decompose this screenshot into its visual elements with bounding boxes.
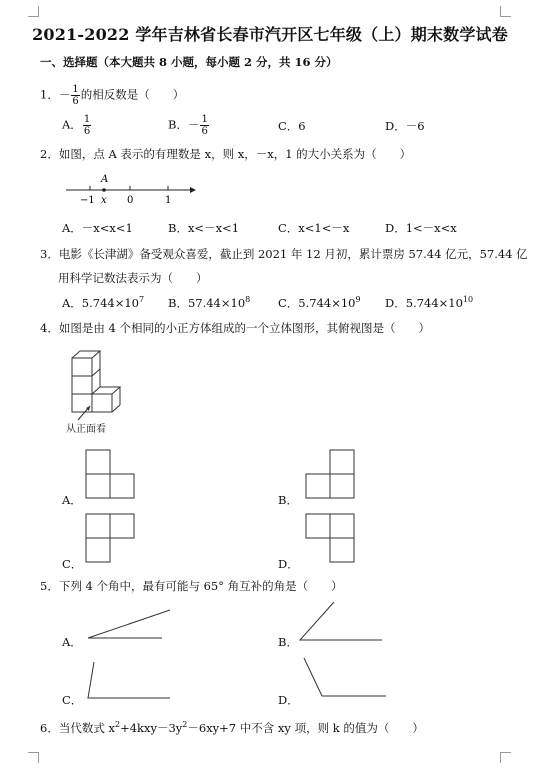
tick-label-x: x [101,195,107,206]
section-heading: 一、选择题（本大题共 8 小题，每小题 2 分，共 16 分） [40,55,338,69]
q2-option-b: B．x<－x<1 [168,221,240,235]
corner-mark-top-right [500,6,511,17]
q4-option-b-figure [304,448,356,500]
q4-option-c-label: C． [62,557,83,571]
question-4: 4．如图是由 4 个相同的小正方体组成的一个立体图形，其俯视图是（ ） [40,321,430,335]
q1-minus: － [58,87,71,102]
q5-option-b-label: B． [278,635,298,649]
q5-option-b-angle [296,598,386,644]
q5-option-c-angle [84,658,174,702]
exam-title: 2021-2022 学年吉林省长春市汽开区七年级（上）期末数学试卷 [32,25,508,44]
q5-option-d-label: D． [278,693,299,707]
question-1 [40,84,184,107]
q3-option-d: D．$5.744\times 10^{10}$ [385,295,474,310]
figure-caption: 从正面看 [66,424,106,435]
q1-option-c: C．6 [278,119,306,133]
q4-option-a-label: A． [62,493,82,507]
q4-option-d-label: D． [278,557,299,571]
q5-option-c-label: C． [62,693,83,707]
number-line-figure [60,172,200,208]
q1-option-d: D．－6 [385,119,425,133]
tick-label-one: 1 [165,195,172,206]
corner-mark-bottom-left [28,752,39,763]
question-2: 2．如图，点 A 表示的有理数是 x，则 x，－x，1 的大小关系为（ ） [40,147,412,161]
q5-option-a-angle [84,604,174,644]
tick-label-zero: 0 [127,195,134,206]
q5-option-a-label: A． [62,635,82,649]
question-3-line-2: 用科学记数法表示为（ ） [58,271,208,285]
question-6: 6．当代数式 $x^2+4kxy-3y^2-6xy+7$ 中不含 xy 项，则 k 的值为（ ） [40,720,424,735]
q2-option-a: A．－x<x<1 [62,221,133,235]
q3-option-c: C．$5.744\times 10^9$ [278,295,361,310]
q1-option-b: B．－ $\frac{1}{6}$ [168,114,208,137]
q1-text: 的相反数是（ ） [80,87,185,102]
q1-option-a: A． $\frac{1}{6}$ [62,114,91,137]
point-a-label: A [101,174,109,185]
q5-option-d-angle [300,654,390,702]
q4-option-b-label: B． [278,493,298,507]
q4-option-d-figure [304,512,356,564]
q2-option-d: D．1<－x<x [385,221,457,235]
q3-option-b: B．$57.44\times 10^8$ [168,295,251,310]
q3-option-a: A．$5.744\times 10^7$ [62,295,145,310]
q4-option-c-figure [84,512,136,564]
tick-label-minus-one: −1 [80,195,95,206]
corner-mark-bottom-right [500,752,511,763]
question-5: 5．下列 4 个角中，最有可能与 65° 角互补的角是（ ） [40,579,343,593]
q1-fraction: $\frac{1}{6}$ [72,84,79,107]
question-3-line-1: 3．电影《长津湖》备受观众喜爱，截止到 2021 年 12 月初，累计票房 57.44 亿元，57.44 亿 [40,247,528,261]
q1-number: 1． [40,87,59,102]
q4-option-a-figure [84,448,136,500]
q2-option-c: C．x<1<－x [278,221,350,235]
corner-mark-top-left [28,6,39,17]
